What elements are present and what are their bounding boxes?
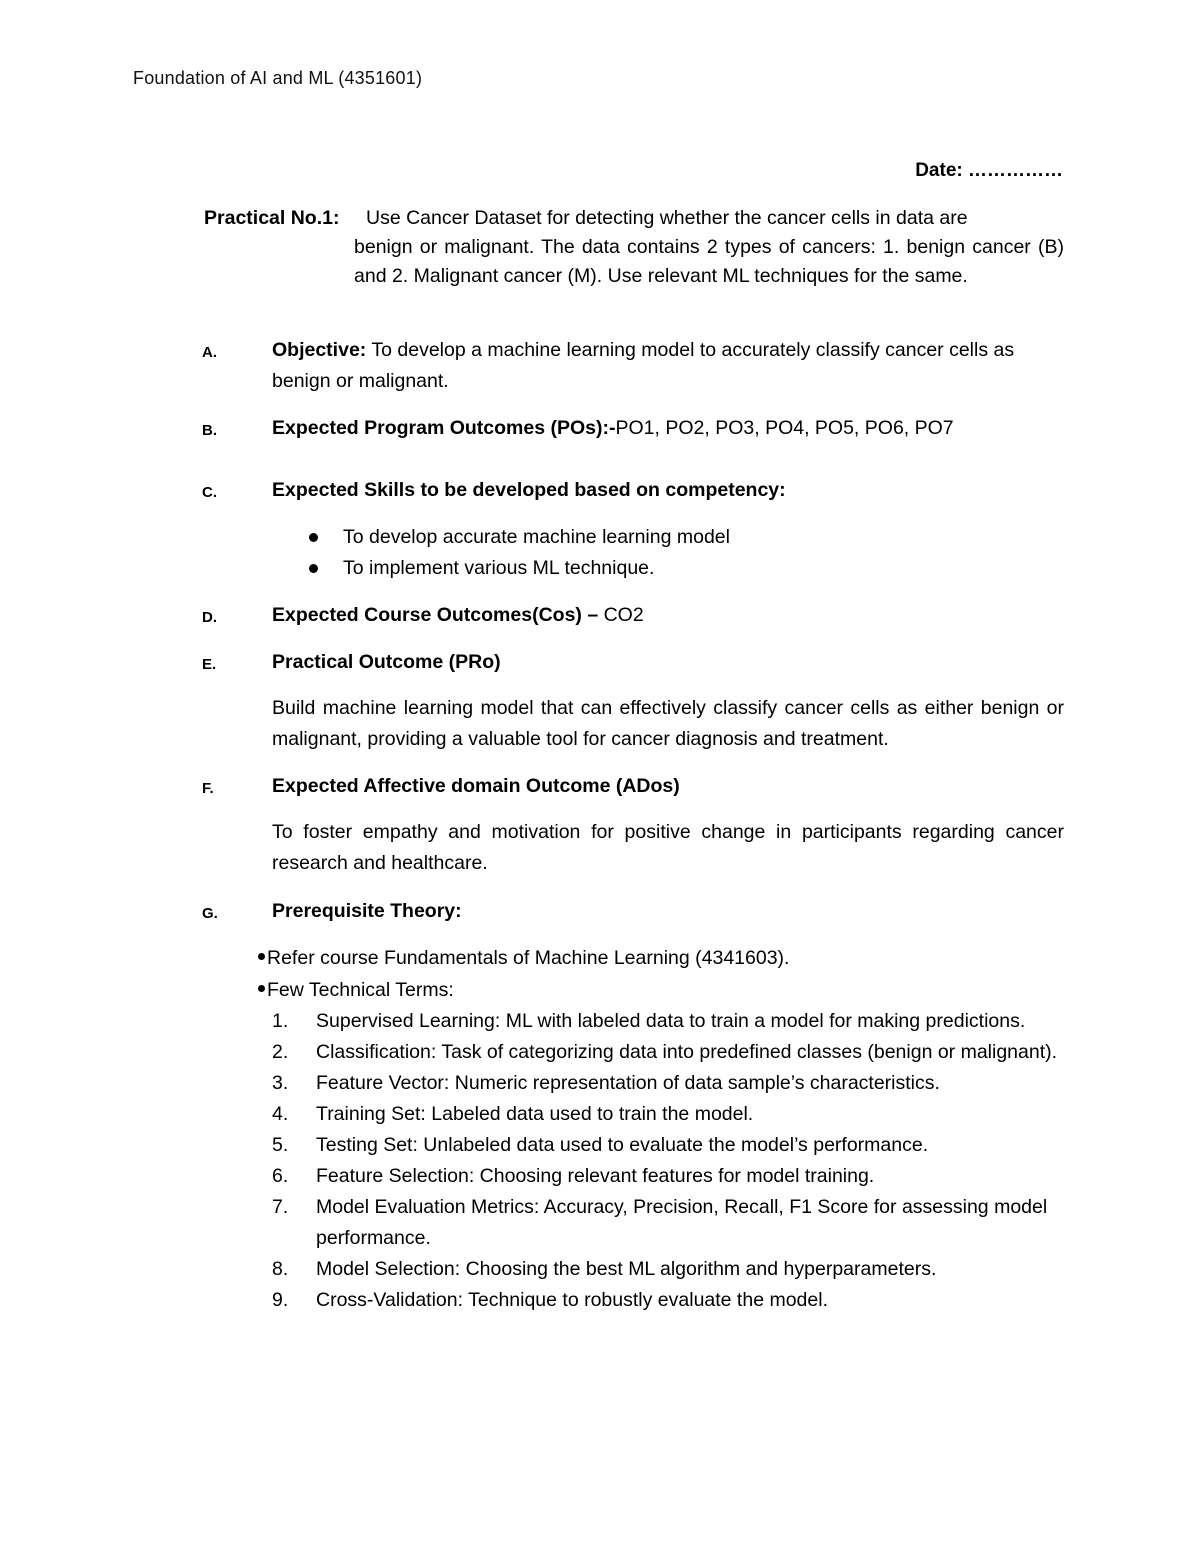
practical-label: Practical No.1: (204, 207, 340, 229)
section-text: To develop a machine learning model to accurately classify cancer cells as benign or malignant. (272, 339, 1015, 392)
section-letter: E. (202, 656, 217, 673)
technical-terms-list (272, 1006, 1072, 1316)
list-item: To develop accurate machine learning model (307, 522, 730, 553)
page-header: Foundation of AI and ML (4351601) (133, 68, 423, 88)
prerequisite-few-terms: Few Technical Terms: (258, 975, 454, 1006)
list-item: 9. Cross-Validation: Technique to robustly evaluate the model. (272, 1289, 828, 1311)
affective-outcome-text: To foster empathy and motivation for positive change in participants regarding cancer research and healthcare. (272, 821, 1064, 874)
list-item: 3. Feature Vector: Numeric representation of data sample’s characteristics. (272, 1072, 940, 1094)
list-item: 1. Supervised Learning: ML with labeled data to train a model for making predictions. (272, 1010, 1026, 1032)
list-item: To implement various ML technique. (307, 553, 730, 584)
list-item: 5. Testing Set: Unlabeled data used to evaluate the model’s performance. (272, 1134, 929, 1156)
list-item: 8. Model Selection: Choosing the best ML algorithm and hyperparameters. (272, 1258, 937, 1280)
section-text: PO1, PO2, PO3, PO4, PO5, PO6, PO7 (615, 417, 954, 439)
section-letter: C. (202, 484, 217, 501)
prerequisite-refer: Refer course Fundamentals of Machine Learning (4341603). (258, 943, 789, 974)
section-title: Expected Skills to be developed based on competency: (272, 479, 786, 501)
practical-text (354, 204, 1064, 291)
section-letter: F. (202, 780, 214, 797)
list-item: 2. Classification: Task of categorizing data into predefined classes (benign or malignant). (272, 1041, 1058, 1063)
skills-bullet-list (307, 522, 730, 584)
list-item: 4. Training Set: Labeled data used to train the model. (272, 1103, 754, 1125)
section-letter: A. (202, 344, 217, 361)
section-title: Expected Program Outcomes (POs):- (272, 417, 616, 439)
section-letter: B. (202, 422, 217, 439)
section-title: Prerequisite Theory: (272, 900, 462, 922)
practical-outcome-text: Build machine learning model that can effectively classify cancer cells as either benign or malignant, providing a valuable tool for cancer diagnosis and treatment. (272, 697, 1064, 750)
section-title: Objective: (272, 339, 367, 361)
section-letter: D. (202, 609, 217, 626)
practical-text-line1: Use Cancer Dataset for detecting whether the cancer cells in data are (366, 207, 968, 229)
bullet-icon (309, 564, 318, 573)
practical-text-rest: benign or malignant. The data contains 2 types of cancers: 1. benign cancer (B) and 2. Malignant cancer (M). Use relevant ML techniques for the same. (354, 236, 1064, 287)
section-title: Practical Outcome (PRo) (272, 651, 501, 673)
date-field: Date: …………… (915, 160, 1063, 181)
bullet-icon (258, 985, 265, 992)
list-item: 7. Model Evaluation Metrics: Accuracy, Precision, Recall, F1 Score for assessing model performance. (272, 1196, 1048, 1249)
section-text: CO2 (603, 604, 644, 626)
section-title: Expected Affective domain Outcome (ADos) (272, 775, 680, 797)
bullet-icon (258, 953, 265, 960)
list-item: 6. Feature Selection: Choosing relevant features for model training. (272, 1165, 875, 1187)
section-letter: G. (202, 905, 218, 922)
section-title: Expected Course Outcomes(Cos) – (272, 604, 604, 626)
bullet-icon (309, 533, 318, 542)
